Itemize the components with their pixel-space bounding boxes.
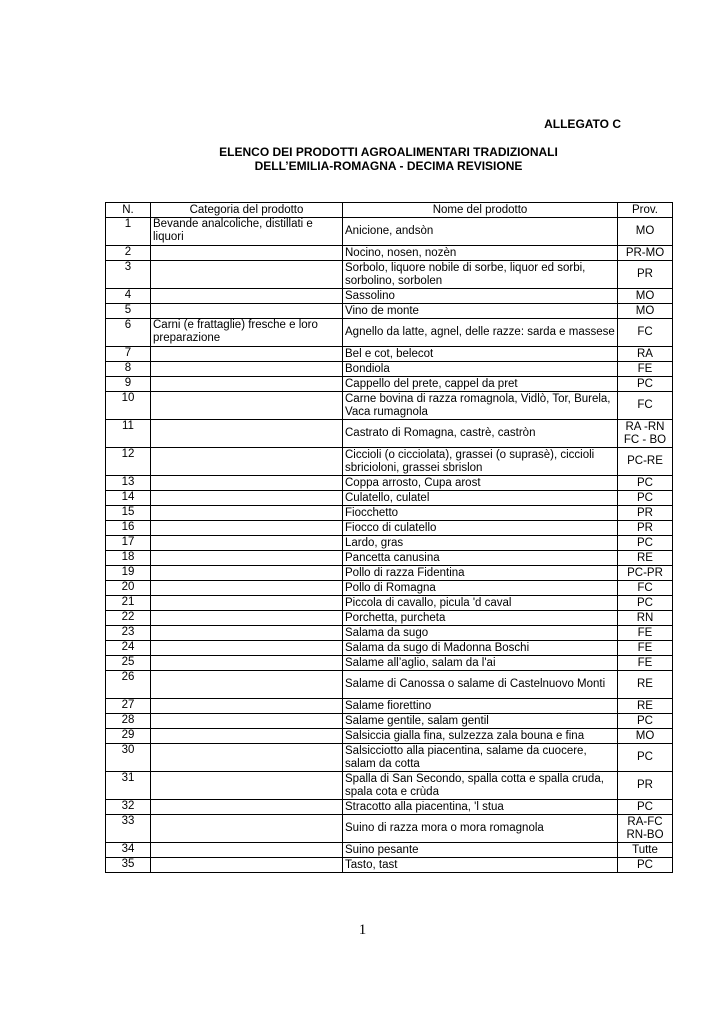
row-number: 34 — [106, 843, 151, 858]
row-number: 11 — [106, 420, 151, 448]
row-number: 5 — [106, 304, 151, 319]
row-number: 13 — [106, 476, 151, 491]
row-province: PC — [618, 377, 673, 392]
row-province: PC-RE — [618, 448, 673, 476]
table-row — [106, 611, 673, 626]
row-province: PR — [618, 521, 673, 536]
row-province: PC — [618, 536, 673, 551]
row-product-name: Fiocchetto — [343, 506, 618, 521]
table-row — [106, 491, 673, 506]
row-product-name: Salame di Canossa o salame di Castelnuovo Monti — [343, 671, 618, 699]
row-number: 7 — [106, 347, 151, 362]
table-row — [106, 448, 673, 476]
row-product-name: Stracotto alla piacentina, 'l stua — [343, 800, 618, 815]
table-row — [106, 506, 673, 521]
row-category: Carni (e frattaglie) fresche e loro preparazione — [151, 319, 343, 347]
row-product-name: Tasto, tast — [343, 858, 618, 873]
row-province: PC — [618, 800, 673, 815]
header-province: Prov. — [618, 203, 673, 218]
row-product-name: Pollo di Romagna — [343, 581, 618, 596]
table-row — [106, 566, 673, 581]
row-product-name: Bel e cot, belecot — [343, 347, 618, 362]
table-row — [106, 641, 673, 656]
row-number: 17 — [106, 536, 151, 551]
row-number: 23 — [106, 626, 151, 641]
row-number: 26 — [106, 671, 151, 699]
row-number: 24 — [106, 641, 151, 656]
table-row — [106, 347, 673, 362]
row-product-name: Sorbolo, liquore nobile di sorbe, liquor ed sorbi, sorbolino, sorbolen — [343, 261, 618, 289]
table-row — [106, 304, 673, 319]
row-category — [151, 347, 343, 362]
row-province: PR — [618, 261, 673, 289]
row-category — [151, 714, 343, 729]
row-number: 19 — [106, 566, 151, 581]
table-row — [106, 392, 673, 420]
row-category — [151, 800, 343, 815]
row-product-name: Suino di razza mora o mora romagnola — [343, 815, 618, 843]
row-category — [151, 362, 343, 377]
row-province: RN — [618, 611, 673, 626]
table-row — [106, 656, 673, 671]
row-category — [151, 521, 343, 536]
row-category — [151, 536, 343, 551]
row-product-name: Bondiola — [343, 362, 618, 377]
row-province: PC — [618, 476, 673, 491]
row-province: PR — [618, 772, 673, 800]
products-table — [105, 202, 673, 873]
row-product-name: Anicione, andsòn — [343, 218, 618, 246]
header-n: N. — [106, 203, 151, 218]
row-product-name: Pollo di razza Fidentina — [343, 566, 618, 581]
table-row — [106, 521, 673, 536]
row-product-name: Salame all’aglio, salam da l'ai — [343, 656, 618, 671]
row-category — [151, 551, 343, 566]
row-number: 25 — [106, 656, 151, 671]
table-row — [106, 362, 673, 377]
row-province: PC — [618, 744, 673, 772]
table-row — [106, 626, 673, 641]
row-product-name: Salsiccia gialla fina, sulzezza zala bouna e fina — [343, 729, 618, 744]
document-title — [105, 145, 672, 173]
row-province: RA -RN FC - BO — [618, 420, 673, 448]
table-row — [106, 858, 673, 873]
table-row — [106, 815, 673, 843]
row-province: RE — [618, 671, 673, 699]
row-category — [151, 392, 343, 420]
table-row — [106, 800, 673, 815]
row-number: 12 — [106, 448, 151, 476]
row-product-name: Sassolino — [343, 289, 618, 304]
row-product-name: Vino de monte — [343, 304, 618, 319]
row-number: 22 — [106, 611, 151, 626]
row-province: RA — [618, 347, 673, 362]
row-category — [151, 448, 343, 476]
row-province: PC — [618, 858, 673, 873]
row-number: 4 — [106, 289, 151, 304]
row-province: PC — [618, 491, 673, 506]
row-category — [151, 843, 343, 858]
row-product-name: Lardo, gras — [343, 536, 618, 551]
table-row — [106, 261, 673, 289]
table-row — [106, 596, 673, 611]
row-province: MO — [618, 218, 673, 246]
row-category — [151, 744, 343, 772]
row-category: Bevande analcoliche, distillati e liquori — [151, 218, 343, 246]
row-category — [151, 289, 343, 304]
row-category — [151, 420, 343, 448]
table-row — [106, 699, 673, 714]
row-province: PC-PR — [618, 566, 673, 581]
row-product-name: Spalla di San Secondo, spalla cotta e spalla cruda, spala cota e crùda — [343, 772, 618, 800]
table-row — [106, 551, 673, 566]
row-province: FE — [618, 362, 673, 377]
row-product-name: Ciccioli (o cicciolata), grassei (o suprasè), ciccioli sbricioloni, grassei sbrislon — [343, 448, 618, 476]
row-number: 21 — [106, 596, 151, 611]
row-province: FC — [618, 319, 673, 347]
row-category — [151, 858, 343, 873]
allegato-label: ALLEGATO C — [544, 117, 621, 131]
row-number: 14 — [106, 491, 151, 506]
row-product-name: Piccola di cavallo, picula 'd caval — [343, 596, 618, 611]
table-row — [106, 246, 673, 261]
table-row — [106, 744, 673, 772]
row-category — [151, 671, 343, 699]
table-row — [106, 581, 673, 596]
row-product-name: Pancetta canusina — [343, 551, 618, 566]
row-province: RE — [618, 699, 673, 714]
row-province: PC — [618, 714, 673, 729]
row-number: 16 — [106, 521, 151, 536]
row-province: Tutte — [618, 843, 673, 858]
row-province: PC — [618, 596, 673, 611]
table-row — [106, 671, 673, 699]
row-number: 27 — [106, 699, 151, 714]
row-province: MO — [618, 304, 673, 319]
row-category — [151, 815, 343, 843]
row-category — [151, 304, 343, 319]
row-product-name: Suino pesante — [343, 843, 618, 858]
table-row — [106, 377, 673, 392]
row-number: 8 — [106, 362, 151, 377]
row-number: 28 — [106, 714, 151, 729]
row-category — [151, 491, 343, 506]
row-product-name: Salame fiorettino — [343, 699, 618, 714]
row-province: MO — [618, 289, 673, 304]
row-product-name: Salama da sugo — [343, 626, 618, 641]
table-row — [106, 289, 673, 304]
row-number: 15 — [106, 506, 151, 521]
row-category — [151, 476, 343, 491]
row-category — [151, 626, 343, 641]
table-row — [106, 218, 673, 246]
row-number: 29 — [106, 729, 151, 744]
row-product-name: Cappello del prete, cappel da pret — [343, 377, 618, 392]
page-number: 1 — [358, 922, 367, 938]
row-product-name: Salsicciotto alla piacentina, salame da cuocere, salam da cotta — [343, 744, 618, 772]
table-row — [106, 772, 673, 800]
row-province: FC — [618, 581, 673, 596]
row-category — [151, 729, 343, 744]
table-row — [106, 319, 673, 347]
title-line-2: DELL’EMILIA-ROMAGNA - DECIMA REVISIONE — [254, 159, 523, 173]
row-category — [151, 377, 343, 392]
row-product-name: Agnello da latte, agnel, delle razze: sarda e massese — [343, 319, 618, 347]
row-category — [151, 581, 343, 596]
table-body — [106, 218, 673, 873]
row-product-name: Salama da sugo di Madonna Boschi — [343, 641, 618, 656]
row-number: 20 — [106, 581, 151, 596]
table-row — [106, 843, 673, 858]
row-province: FE — [618, 626, 673, 641]
row-number: 3 — [106, 261, 151, 289]
row-category — [151, 772, 343, 800]
header-product-name: Nome del prodotto — [343, 203, 618, 218]
row-number: 2 — [106, 246, 151, 261]
row-category — [151, 596, 343, 611]
title-line-1: ELENCO DEI PRODOTTI AGROALIMENTARI TRADIZIONALI — [219, 145, 558, 159]
row-number: 6 — [106, 319, 151, 347]
row-province: MO — [618, 729, 673, 744]
row-province: RE — [618, 551, 673, 566]
row-province: FE — [618, 641, 673, 656]
table-row — [106, 714, 673, 729]
row-category — [151, 699, 343, 714]
table-row — [106, 476, 673, 491]
row-product-name: Castrato di Romagna, castrè, castròn — [343, 420, 618, 448]
row-product-name: Carne bovina di razza romagnola, Vidlò, Tor, Burela, Vaca rumagnola — [343, 392, 618, 420]
row-product-name: Coppa arrosto, Cupa arost — [343, 476, 618, 491]
row-number: 32 — [106, 800, 151, 815]
table-header-row — [106, 203, 673, 218]
row-number: 30 — [106, 744, 151, 772]
row-province: PR — [618, 506, 673, 521]
row-province: RA-FC RN-BO — [618, 815, 673, 843]
row-category — [151, 611, 343, 626]
row-product-name: Culatello, culatel — [343, 491, 618, 506]
row-category — [151, 246, 343, 261]
table-row — [106, 729, 673, 744]
row-category — [151, 656, 343, 671]
row-number: 35 — [106, 858, 151, 873]
row-number: 18 — [106, 551, 151, 566]
row-province: FE — [618, 656, 673, 671]
row-product-name: Salame gentile, salam gentil — [343, 714, 618, 729]
header-category: Categoria del prodotto — [151, 203, 343, 218]
row-number: 10 — [106, 392, 151, 420]
row-product-name: Nocino, nosen, nozèn — [343, 246, 618, 261]
row-category — [151, 641, 343, 656]
row-number: 9 — [106, 377, 151, 392]
row-province: PR-MO — [618, 246, 673, 261]
row-category — [151, 506, 343, 521]
row-number: 33 — [106, 815, 151, 843]
row-category — [151, 566, 343, 581]
row-category — [151, 261, 343, 289]
row-number: 1 — [106, 218, 151, 246]
row-number: 31 — [106, 772, 151, 800]
row-province: FC — [618, 392, 673, 420]
row-product-name: Porchetta, purcheta — [343, 611, 618, 626]
row-product-name: Fiocco di culatello — [343, 521, 618, 536]
table-row — [106, 536, 673, 551]
table-row — [106, 420, 673, 448]
